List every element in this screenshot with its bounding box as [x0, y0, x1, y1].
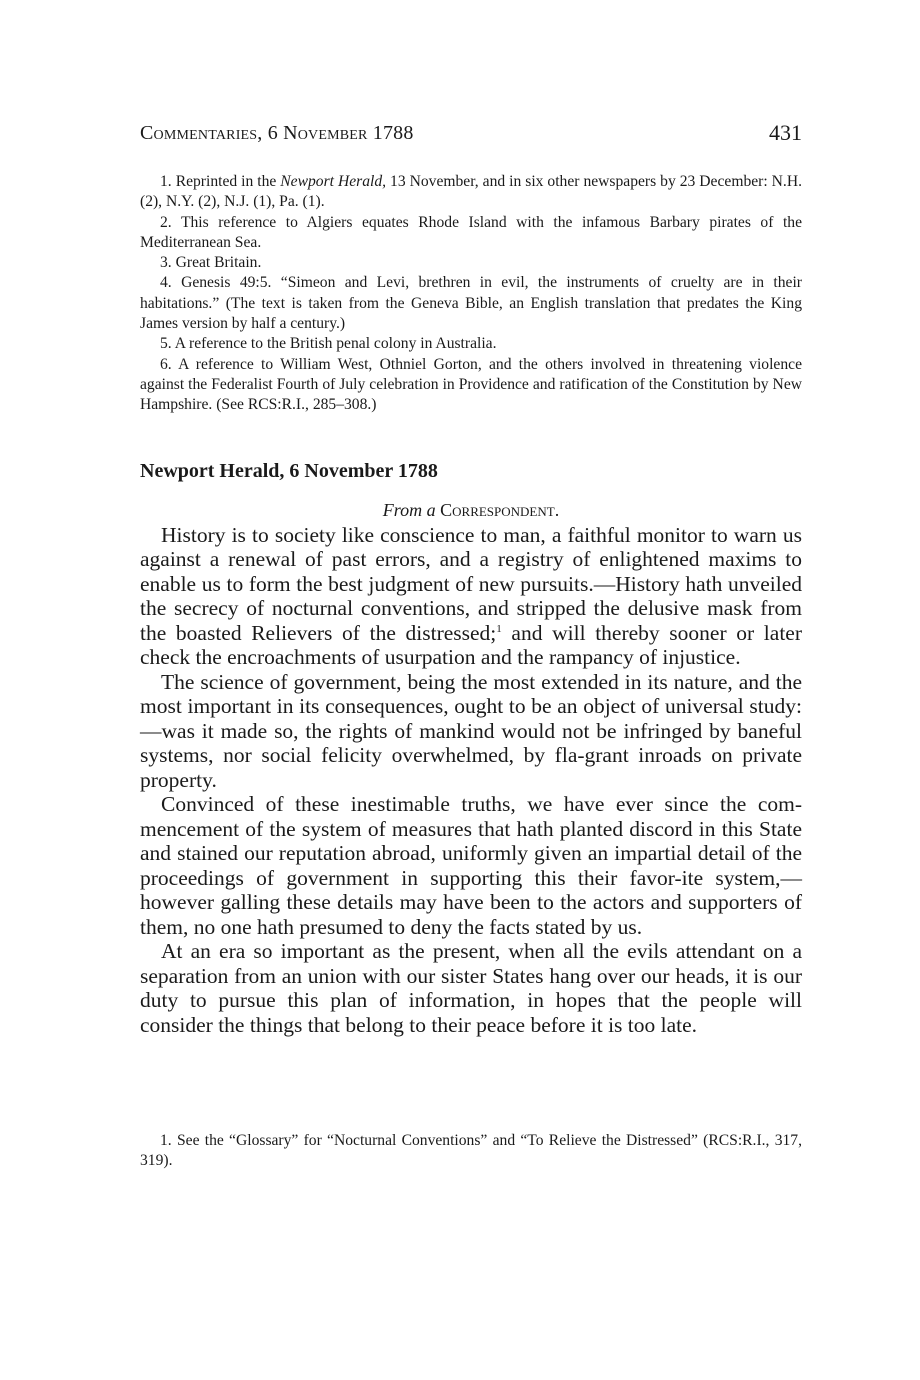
note-4 [140, 273, 802, 334]
byline-from: From a [382, 500, 436, 520]
note-italic: Newport Herald, [280, 173, 387, 190]
footnote [140, 1131, 802, 1172]
note-text: Great Britain. [175, 254, 262, 272]
note-text: Reprinted in the [175, 173, 281, 190]
note-number: 3. [160, 254, 172, 272]
note-text: A reference to William West, Othniel Gorton, and the others involved in threatening violence against the Federalist Fourth of July celebration in Providence and ratification of the Constitution by New Hampshire. (See RCS:R.I., 285–308.) [140, 355, 802, 414]
footnote-1 [140, 1131, 802, 1172]
paragraph-1 [140, 523, 802, 669]
note-number: 2. [160, 213, 172, 231]
note-text: 13 November, and in six other newspapers by 23 December: N.H. (2), N.Y. (2), N.J. (1), Pa. (1). [140, 173, 802, 211]
editorial-notes [140, 172, 802, 416]
note-6 [140, 355, 802, 416]
running-head-title: Commentaries, 6 November 1788 [140, 122, 414, 144]
note-number: 6. [160, 355, 172, 373]
section-title: Newport Herald, 6 November 1788 [140, 460, 438, 482]
note-1 [140, 172, 802, 213]
paragraph-4: At an era so important as the present, when all the evils attendant on a separation from an union with our sister States hang over our heads, it is our duty to pursue this plan of information, in hopes that the people will consider the things that belong to their peace before it is too late. [140, 939, 802, 1037]
paragraph-3: Convinced of these inestimable truths, we have ever since the com-mencement of the system of measures that hath planted discord in this State and stained our reputation abroad, uniformly given an impartial detail of the proceedings of government in supporting this their favor-ite system,—however galling these details may have been to the actors and supporters of them, no one hath presumed to deny the facts stated by us. [140, 792, 802, 939]
footnote-text: See the “Glossary” for “Nocturnal Conventions” and “To Relieve the Distressed” (RCS:R.I., 317, 319). [140, 1132, 802, 1170]
note-text: A reference to the British penal colony in Australia. [174, 335, 497, 353]
page-number: 431 [769, 120, 802, 145]
note-number: 1. [160, 173, 172, 190]
note-number: 4. [160, 274, 172, 292]
footnote-number: 1. [160, 1132, 172, 1149]
note-5 [140, 334, 802, 354]
paragraph-2: The science of government, being the most extended in its nature, and the most important in its consequences, ought to be an object of universal study:—was it made so, the rights of mankind would not be infringed by baneful systems, nor social felicity overwhelmed, by fla-grant inroads on private property. [140, 669, 802, 792]
note-number: 5. [160, 335, 172, 353]
note-text: This reference to Algiers equates Rhode Island with the infamous Barbary pirates of the Mediterranean Sea. [140, 213, 803, 251]
paragraph-text: History is to society like conscience to man, a faithful monitor to warn us against a renewal of past errors, and a registry of enlightened maxims to enable us to form the best judgment of new pursuits.—History hath unveiled the secrecy of nocturnal conventions, and stripped the delusive mask from the boasted Relievers of the distressed; [140, 523, 802, 645]
byline [140, 500, 802, 521]
footnote-marker: 1 [496, 622, 502, 635]
byline-correspondent: Correspondent. [440, 500, 560, 520]
note-text: Genesis 49:5. “Simeon and Levi, brethren in evil, the instruments of cruelty are in their habitations.” (The text is taken from the Geneva Bible, an English translation that predates the King James version by half a century.) [140, 274, 802, 333]
running-head [140, 122, 802, 150]
note-2 [140, 213, 802, 254]
paragraph-text: and will thereby sooner or later check the encroachments of usurpation and the rampancy of injustice. [140, 620, 802, 670]
article-body [140, 523, 802, 1038]
note-3 [140, 253, 802, 273]
